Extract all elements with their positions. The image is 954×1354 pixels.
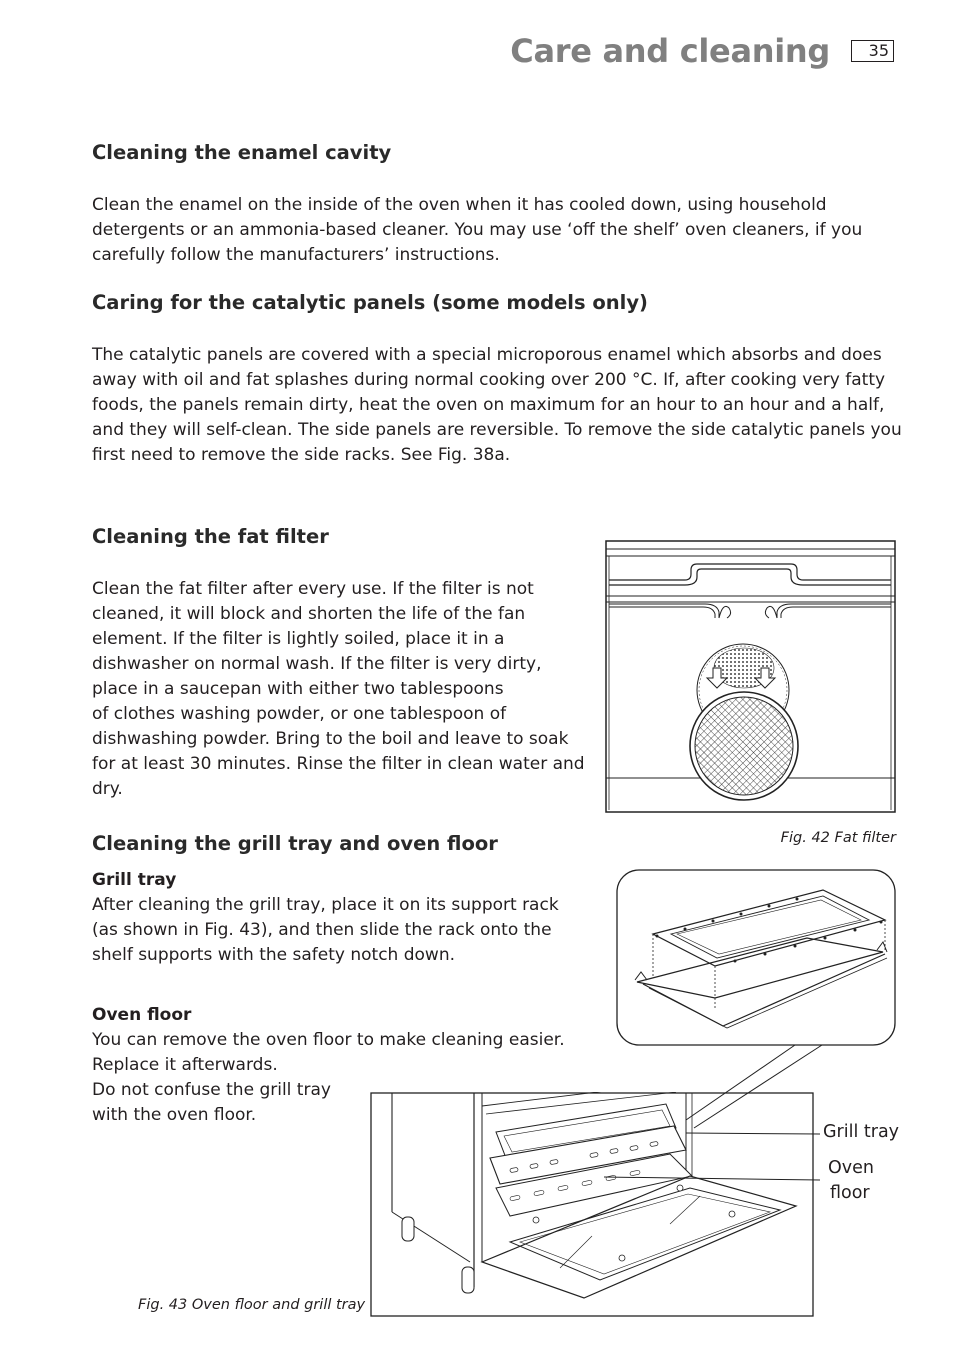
heading-enamel-cavity: Cleaning the enamel cavity [92, 141, 392, 164]
fig43-caption: Fig. 43 Oven floor and grill tray [138, 1297, 366, 1313]
fat-filter-line: place in a saucepan with either two tablespoons [92, 679, 504, 699]
fat-filter-line: for at least 30 minutes. Rinse the filter in clean water and [92, 754, 585, 774]
subheading-oven-floor: Oven floor [92, 1005, 192, 1025]
catalytic-line: The catalytic panels are covered with a special microporous enamel which absorbs and does [92, 345, 882, 365]
fat-filter-line: element. If the filter is lightly soiled, place it in a [92, 629, 505, 649]
fat-filter-line: cleaned, it will block and shorten the life of the fan [92, 604, 526, 624]
oven-floor-line: Replace it afterwards. [92, 1055, 278, 1075]
enamel-line: carefully follow the manufacturers’ instructions. [92, 245, 500, 265]
oven-floor-line: with the oven floor. [92, 1105, 257, 1125]
catalytic-line: foods, the panels remain dirty, heat the oven on maximum for an hour to an hour and a half, [92, 395, 885, 415]
grill-tray-line: (as shown in Fig. 43), and then slide the rack onto the [92, 920, 552, 940]
oven-floor-line: You can remove the oven floor to make cleaning easier. [92, 1030, 565, 1050]
enamel-line: Clean the enamel on the inside of the oven when it has cooled down, using household [92, 195, 827, 215]
catalytic-line: and they will self-clean. The side panels are reversible. To remove the side catalytic panels you [92, 420, 902, 440]
catalytic-line: away with oil and fat splashes during normal cooking over 200 °C. If, after cooking very fatty [92, 370, 886, 390]
heading-grill-tray-oven-floor: Cleaning the grill tray and oven floor [92, 832, 498, 855]
page-title: Care and cleaning [510, 32, 830, 70]
fat-filter-line: Clean the fat filter after every use. If the filter is not [92, 579, 534, 599]
catalytic-line: first need to remove the side racks. See Fig. 38a. [92, 445, 511, 465]
label-oven: Oven [828, 1158, 874, 1178]
label-grill-tray: Grill tray [823, 1122, 900, 1142]
grill-tray-line: shelf supports with the safety notch down. [92, 945, 455, 965]
oven-floor-line: Do not confuse the grill tray [92, 1080, 331, 1100]
heading-catalytic-panels: Caring for the catalytic panels (some models only) [92, 291, 648, 314]
heading-fat-filter: Cleaning the fat filter [92, 525, 329, 548]
fig42-caption: Fig. 42 Fat filter [780, 830, 896, 846]
fat-filter-line: dry. [92, 779, 123, 799]
page-number: 35 [851, 40, 894, 62]
fat-filter-line: dishwasher on normal wash. If the filter is very dirty, [92, 654, 542, 674]
subheading-grill-tray: Grill tray [92, 870, 177, 890]
fat-filter-line: of clothes washing powder, or one tablespoon of [92, 704, 507, 724]
label-floor: floor [830, 1183, 870, 1203]
fat-filter-line: dishwashing powder. Bring to the boil and leave to soak [92, 729, 569, 749]
enamel-line: detergents or an ammonia-based cleaner. You may use ‘off the shelf’ oven cleaners, if you [92, 220, 863, 240]
grill-tray-line: After cleaning the grill tray, place it on its support rack [92, 895, 559, 915]
